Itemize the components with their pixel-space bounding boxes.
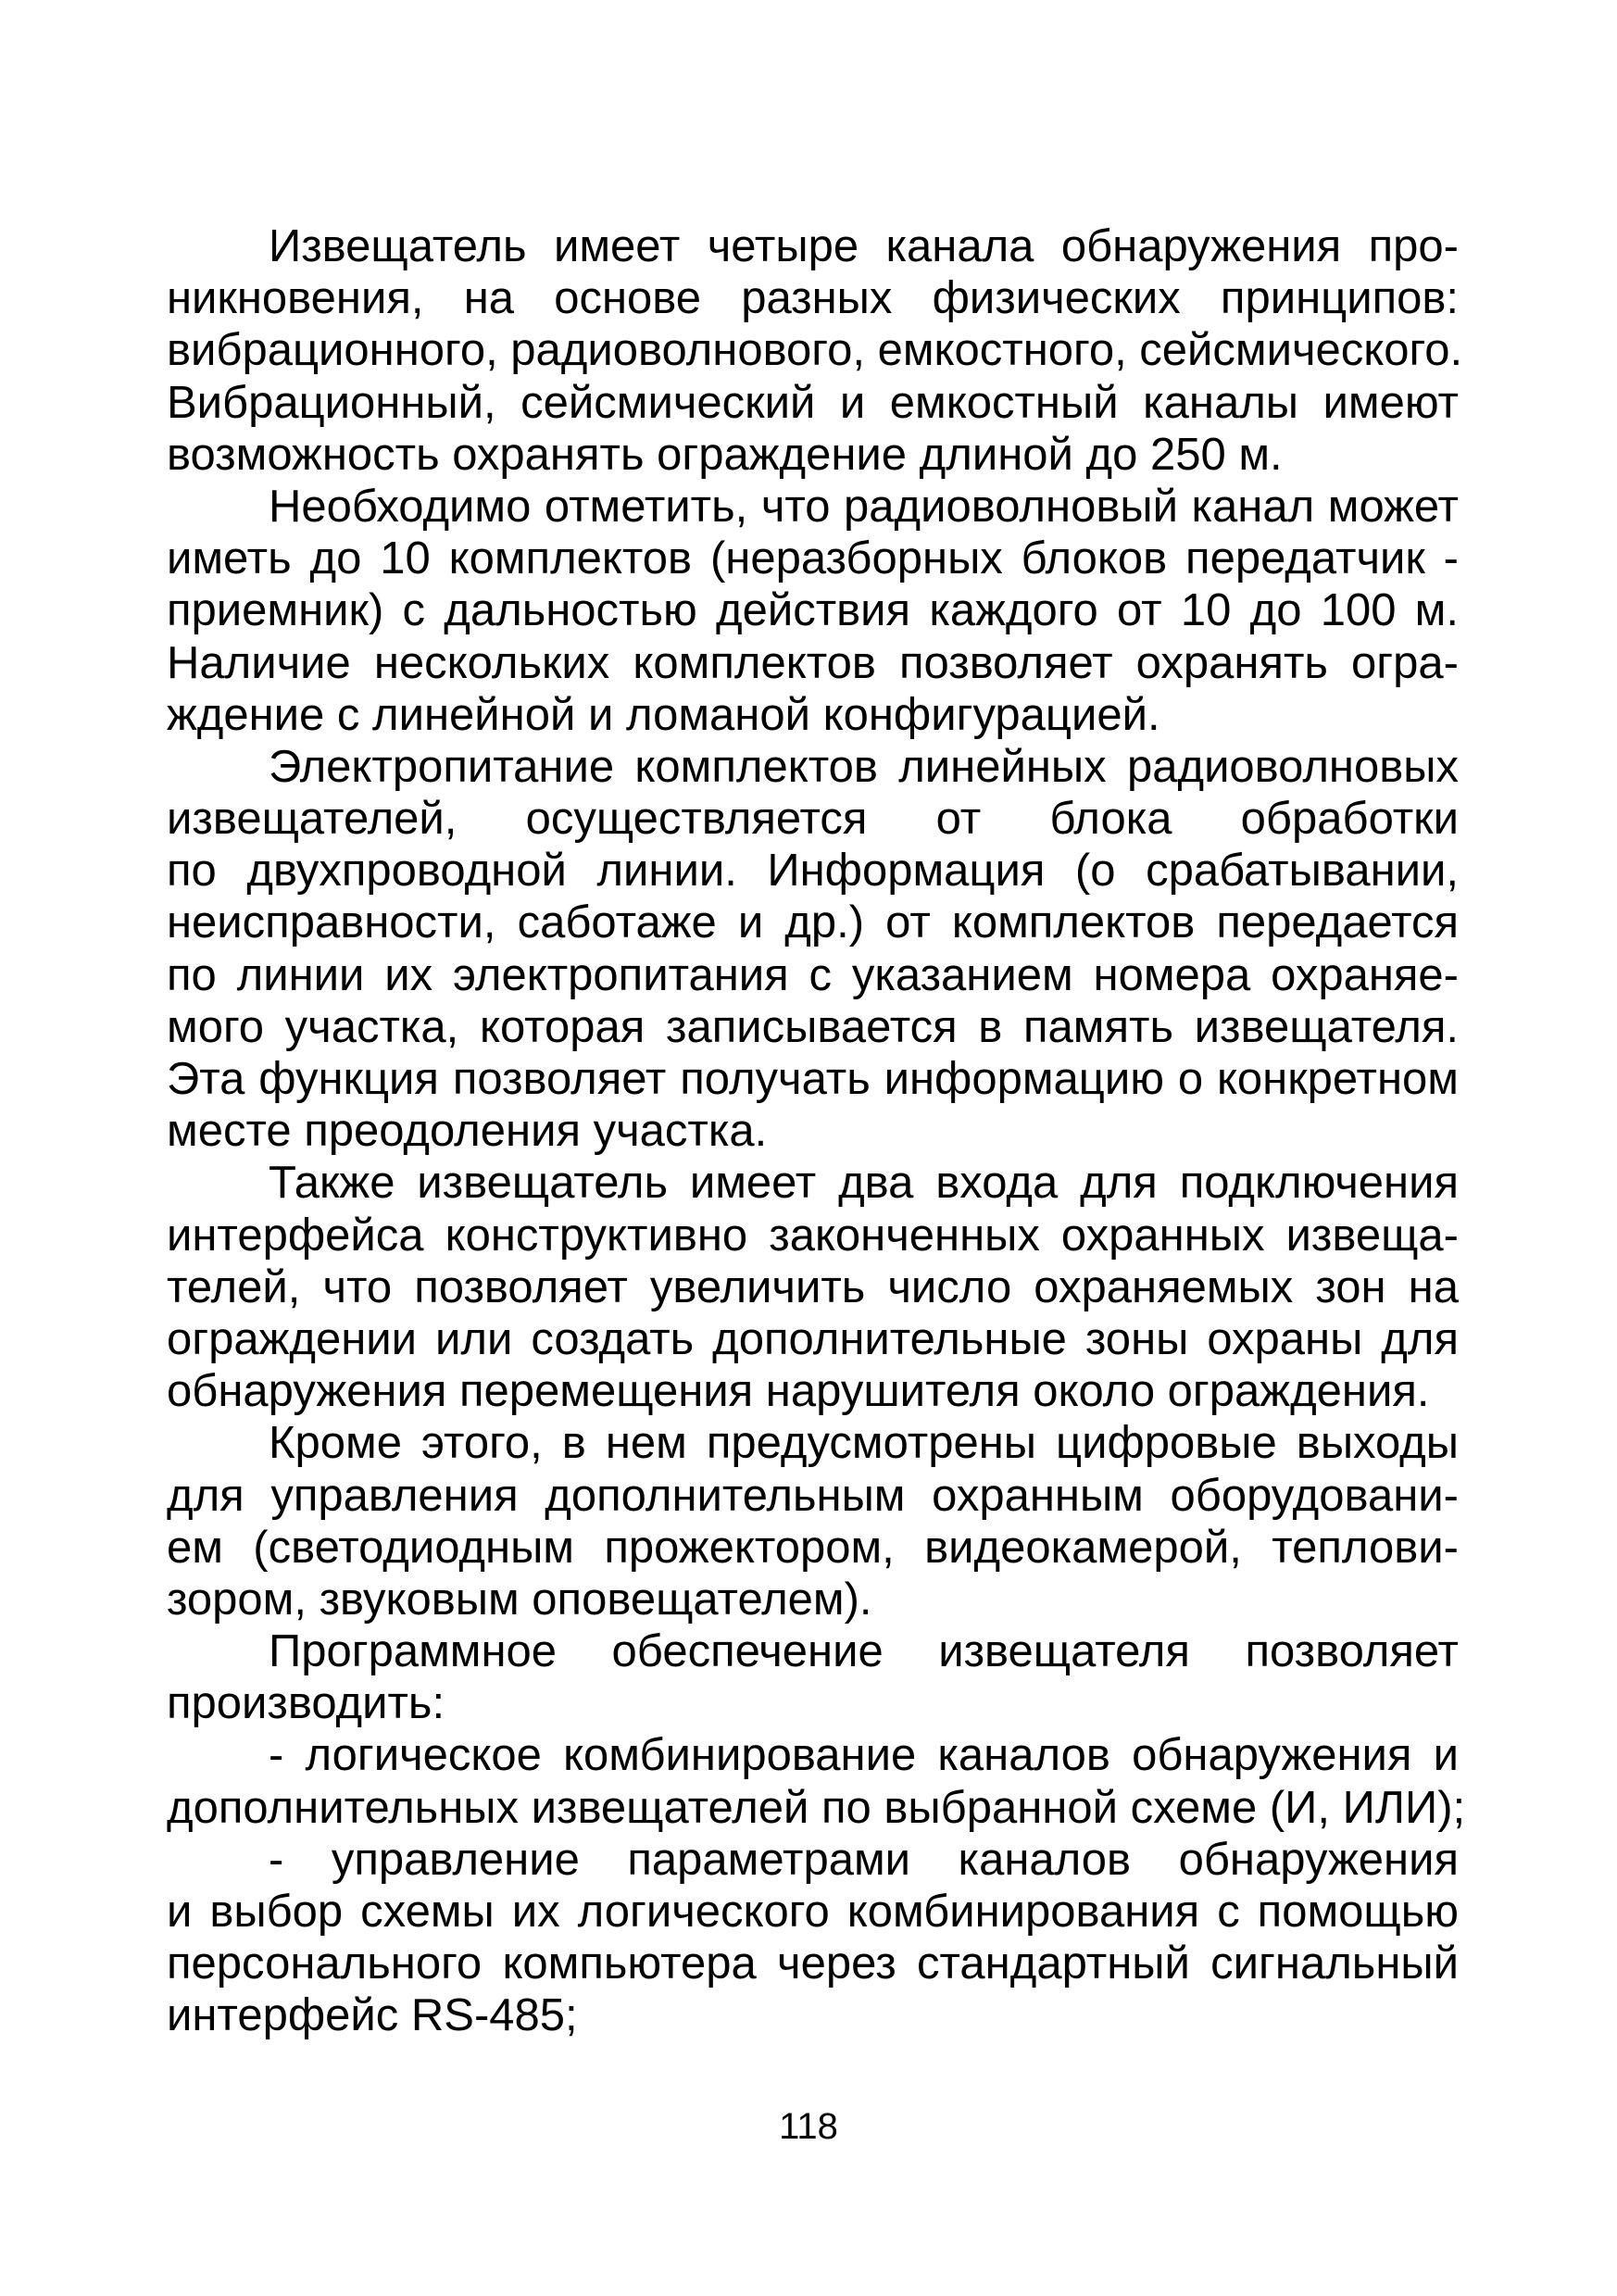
text-line: Программное обеспечение извещателя позволяет <box>269 1626 1459 1677</box>
text-line: ем (светодиодным прожектором, видеокамерой, теплови- <box>167 1522 1459 1573</box>
text-line: мого участка, которая записывается в память извещателя. <box>167 1001 1459 1052</box>
text-line: - логическое комбинирование каналов обнаружения и <box>269 1730 1459 1781</box>
text-line: интерфейс RS-485; <box>167 1990 578 2041</box>
text-line: по линии их электропитания с указанием номера охраняе- <box>167 949 1459 1000</box>
text-line: ограждении или создать дополнительные зоны охраны для <box>167 1313 1459 1364</box>
text-line: Кроме этого, в нем предусмотрены цифровые выходы <box>269 1418 1459 1469</box>
body-text <box>167 220 1466 2042</box>
text-line: Извещатель имеет четыре канала обнаружения про- <box>269 221 1459 271</box>
text-line: вибрационного, радиоволнового, емкостного, сейсмического. <box>167 325 1463 376</box>
text-line: Наличие нескольких комплектов позволяет охранять огра- <box>167 637 1459 688</box>
text-line: возможность охранять ограждение длиной до 250 м. <box>167 429 1283 480</box>
text-line: зором, звуковым оповещателем). <box>167 1574 872 1625</box>
text-line: производить: <box>167 1678 445 1729</box>
text-line: Электропитание комплектов линейных радиоволновых <box>269 741 1459 792</box>
text-line: Необходимо отметить, что радиоволновый канал может <box>269 481 1459 532</box>
page-number: 118 <box>779 2106 838 2147</box>
text-line: обнаружения перемещения нарушителя около ограждения. <box>167 1366 1430 1417</box>
text-line: для управления дополнительным охранным оборудовани- <box>167 1470 1459 1521</box>
text-line: - управление параметрами каналов обнаружения <box>269 1834 1459 1885</box>
text-line: никновения, на основе разных физических принципов: <box>167 273 1459 324</box>
text-line: Также извещатель имеет два входа для подключения <box>269 1158 1459 1209</box>
text-line: иметь до 10 комплектов (неразборных блоков передатчик - <box>167 533 1459 584</box>
text-line: извещателей, осуществляется от блока обработки <box>167 794 1459 845</box>
text-line: по двухпроводной линии. Информация (о срабатывании, <box>167 846 1459 897</box>
text-line: приемник) с дальностью действия каждого от 10 до 100 м. <box>167 585 1459 636</box>
text-line: и выбор схемы их логического комбинирования с помощью <box>167 1887 1459 1937</box>
text-line: неисправности, саботаже и др.) от комплектов передается <box>167 897 1459 948</box>
text-line: месте преодоления участка. <box>167 1106 768 1157</box>
text-line: телей, что позволяет увеличить число охраняемых зон на <box>167 1261 1459 1312</box>
text-line: ждение с линейной и ломаной конфигурацией. <box>167 689 1160 740</box>
text-line: Вибрационный, сейсмический и емкостный каналы имеют <box>167 377 1459 428</box>
text-line: интерфейса конструктивно законченных охранных извеща- <box>167 1210 1459 1261</box>
text-line: дополнительных извещателей по выбранной схеме (И, ИЛИ); <box>167 1782 1466 1833</box>
text-line: Эта функция позволяет получать информацию о конкретном <box>167 1054 1459 1104</box>
text-line: персонального компьютера через стандартный сигнальный <box>167 1938 1459 1989</box>
